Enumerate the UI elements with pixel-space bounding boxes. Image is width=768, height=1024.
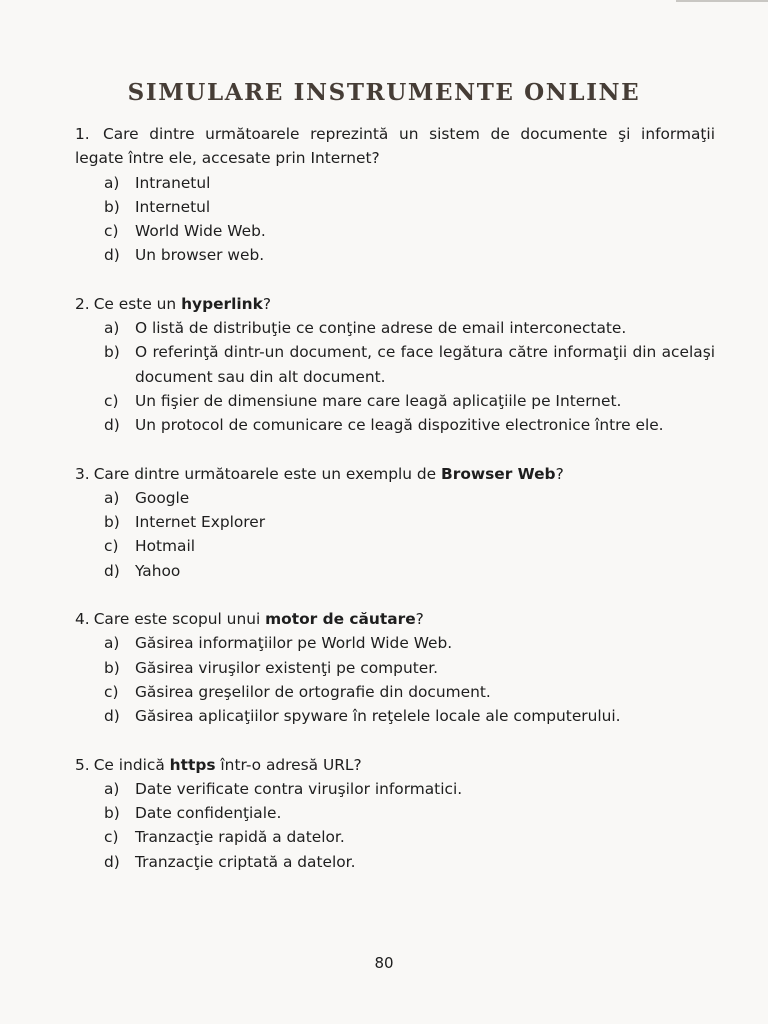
question-4-option-a: [75, 631, 715, 655]
option-text: O referinţă dintr-un document, ce face legătura către informaţii din acelaşi document sau din alt document.: [135, 343, 715, 386]
option-text: Găsirea viruşilor existenţi pe computer.: [135, 658, 439, 677]
option-text: World Wide Web.: [135, 222, 266, 241]
question-4-text-before: Care este scopul unui: [93, 610, 266, 629]
question-5-options: [75, 777, 715, 874]
question-5-option-a: [75, 777, 715, 801]
option-letter: d): [104, 707, 120, 726]
question-5-option-c: [75, 825, 715, 849]
question-1: [75, 122, 715, 268]
question-4-keyword: motor de căutare: [265, 610, 416, 629]
question-2-text-after: ?: [262, 294, 272, 313]
option-letter: b): [104, 343, 120, 362]
option-letter: a): [104, 634, 120, 653]
option-letter: c): [104, 828, 119, 847]
top-edge-rule: [676, 0, 768, 2]
question-4-text: [75, 607, 715, 631]
question-1-options: [75, 171, 715, 268]
question-5: [75, 753, 715, 874]
question-3-text-after: ?: [555, 464, 564, 483]
question-5-option-d: [75, 850, 715, 874]
question-1-option-a: [75, 171, 715, 195]
option-text: Un browser web.: [135, 246, 265, 265]
option-text: Găsirea aplicaţiilor spyware în reţelele locale ale computerului.: [135, 707, 621, 726]
question-3-option-b: [75, 510, 715, 534]
option-text: Internet Explorer: [135, 513, 266, 532]
question-5-text-before: Ce indică: [93, 755, 170, 774]
option-letter: c): [104, 537, 119, 556]
option-letter: d): [104, 416, 120, 435]
question-3-text: [75, 462, 715, 486]
question-3-keyword: Browser Web: [441, 464, 556, 483]
question-2-options: [75, 316, 715, 437]
option-text: Date verificate contra viruşilor informatici.: [135, 779, 463, 798]
option-letter: c): [104, 682, 119, 701]
option-text: Intranetul: [135, 173, 211, 192]
question-1-option-c: [75, 219, 715, 243]
question-2-text: [75, 292, 715, 316]
question-1-text-before: Care dintre următoarele reprezintă un sistem de documente şi informaţii legate între ele, accesate prin Internet?: [75, 125, 715, 168]
option-letter: b): [104, 197, 120, 216]
question-4-options: [75, 631, 715, 728]
option-letter: a): [104, 779, 120, 798]
question-1-number: 1.: [75, 125, 90, 143]
option-letter: c): [104, 391, 119, 410]
question-2-keyword: hyperlink: [181, 294, 263, 313]
question-2: [75, 292, 715, 438]
question-3-option-c: [75, 534, 715, 558]
question-4-text-after: ?: [415, 610, 424, 629]
option-text: Tranzacţie criptată a datelor.: [135, 852, 356, 871]
question-2-option-a: [75, 316, 715, 340]
option-text: Yahoo: [135, 561, 181, 580]
question-3: [75, 462, 715, 583]
question-4-option-d: [75, 704, 715, 728]
question-2-option-d: [75, 413, 715, 437]
option-text: Internetul: [135, 197, 211, 216]
question-3-options: [75, 486, 715, 583]
option-letter: b): [104, 804, 120, 823]
option-letter: d): [104, 246, 120, 265]
option-text: Găsirea informaţiilor pe World Wide Web.: [135, 634, 453, 653]
question-5-text: [75, 753, 715, 777]
option-text: Un protocol de comunicare ce leagă dispozitive electronice între ele.: [135, 416, 664, 435]
question-2-option-c: [75, 389, 715, 413]
question-5-number: 5.: [75, 755, 90, 774]
question-4-number: 4.: [75, 610, 90, 629]
question-list: [75, 122, 715, 898]
question-3-text-before: Care dintre următoarele este un exemplu de: [93, 464, 442, 483]
question-2-option-b: [75, 340, 715, 389]
option-letter: d): [104, 561, 120, 580]
option-letter: a): [104, 488, 120, 507]
option-letter: d): [104, 852, 120, 871]
option-text: Date confidenţiale.: [135, 804, 282, 823]
question-5-option-b: [75, 801, 715, 825]
option-text: Google: [135, 488, 190, 507]
question-2-number: 2.: [75, 294, 90, 313]
question-3-number: 3.: [75, 464, 90, 483]
question-3-option-d: [75, 559, 715, 583]
option-letter: b): [104, 658, 120, 677]
question-1-text: [75, 122, 715, 171]
option-text: Găsirea greşelilor de ortografie din document.: [135, 682, 491, 701]
option-text: Un fişier de dimensiune mare care leagă aplicaţiile pe Internet.: [135, 391, 622, 410]
page-title: SIMULARE INSTRUMENTE ONLINE: [127, 79, 641, 107]
question-5-keyword: https: [169, 755, 216, 774]
option-text: Tranzacţie rapidă a datelor.: [135, 828, 345, 847]
question-4-option-c: [75, 680, 715, 704]
question-2-text-before: Ce este un: [93, 294, 182, 313]
option-letter: a): [104, 319, 120, 338]
option-text: O listă de distribuţie ce conţine adrese de email interconectate.: [135, 319, 627, 338]
question-1-option-d: [75, 243, 715, 267]
option-letter: b): [104, 513, 120, 532]
page-number: 80: [374, 954, 394, 972]
question-3-option-a: [75, 486, 715, 510]
question-5-text-after: într-o adresă URL?: [215, 755, 362, 774]
option-letter: c): [104, 222, 119, 241]
question-1-option-b: [75, 195, 715, 219]
option-letter: a): [104, 173, 120, 192]
question-4-option-b: [75, 656, 715, 680]
question-4: [75, 607, 715, 728]
option-text: Hotmail: [135, 537, 195, 556]
